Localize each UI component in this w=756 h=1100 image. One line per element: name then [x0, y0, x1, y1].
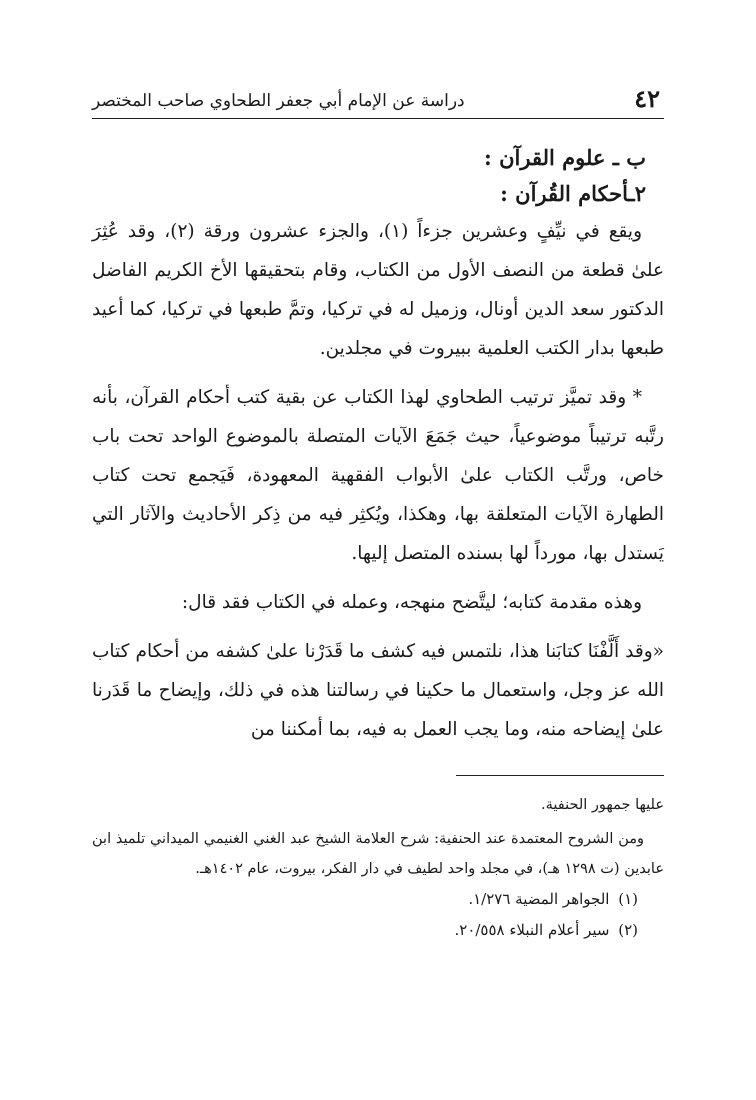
paragraph-3: وهذه مقدمة كتابه؛ ليتَّضح منهجه، وعمله في الكتاب فقد قال: — [181, 592, 642, 613]
footnote-text: سير أعلام النبلاء ٢٠/٥٥٨. — [454, 921, 610, 939]
main-text — [92, 140, 664, 749]
footnote-number: (١) — [618, 890, 638, 908]
footnotes — [92, 790, 664, 946]
page-number: ٤٢ — [634, 84, 660, 113]
footnote-continuation-paragraph: ومن الشروح المعتمدة عند الحنفية: شرح العلامة الشيخ عبد الغني الغنيمي الميداني تلميذ ابن عابدين (ت ١٢٩٨ هـ)، في مجلد واحد لطيف في دار الفكر، بيروت، عام ١٤٠٢هـ. — [92, 831, 664, 877]
section-heading: ب ـ علوم القرآن : — [484, 145, 646, 170]
footnote-1 — [92, 884, 664, 915]
running-header — [92, 84, 664, 119]
subsection-heading: ٢ـأحكام القُرآن : — [500, 181, 646, 206]
paragraph-1: ويقع في نيِّفٍ وعشرين جزءاً (١)، والجزء عشرون ورقة (٢)، وقد عُثِرَ علىٰ قطعة من النصف الأول من الكتاب، وقام بتحقيقها الأخ الكريم الفاضل الدكتور سعد الدين أونال، وزميل له في تركيا، وتمَّ طبعها في تركيا، كما أعيد طبعها بدار الكتب العلمية ببيروت في مجلدين. — [92, 221, 664, 359]
footnote-text: الجواهر المضية ١/٢٧٦. — [468, 890, 610, 908]
footnote-2 — [92, 915, 664, 946]
footnote-separator — [456, 775, 664, 776]
paragraph-2: * وقد تميَّز ترتيب الطحاوي لهذا الكتاب عن بقية كتب أحكام القرآن، بأنه رتَّبه ترتيباً موضوعياً، حيث جَمَعَ الآيات المتصلة بالموضوع الواحد تحت باب خاص، ورتَّب الكتاب علىٰ الأبواب الفقهية المعهودة، فَيَجمع تحت كتاب الطهارة الآيات المتعلقة بها، وهكذا، ويُكثِر فيه من ذِكر الأحاديث والآثار التي يَستدل بها، مورداً لها بسنده المتصل إليها. — [92, 387, 664, 564]
footnote-number: (٢) — [618, 921, 638, 939]
footnote-continuation: عليها جمهور الحنفية. — [541, 797, 664, 813]
running-title: دراسة عن الإمام أبي جعفر الطحاوي صاحب المختصر — [92, 91, 465, 111]
paragraph-4-quote: «وقد أَلَّفْنَا كتابَنا هذا، نلتمس فيه كشف ما قَدَرْنا علىٰ كشفه من أحكام كتاب الله عز وجل، واستعمال ما حكينا في رسالتنا هذه في ذلك، وإيضاح ما قَدَرنا علىٰ إيضاحه منه، وما يجب العمل به فيه، بما أمكننا من — [92, 641, 664, 740]
